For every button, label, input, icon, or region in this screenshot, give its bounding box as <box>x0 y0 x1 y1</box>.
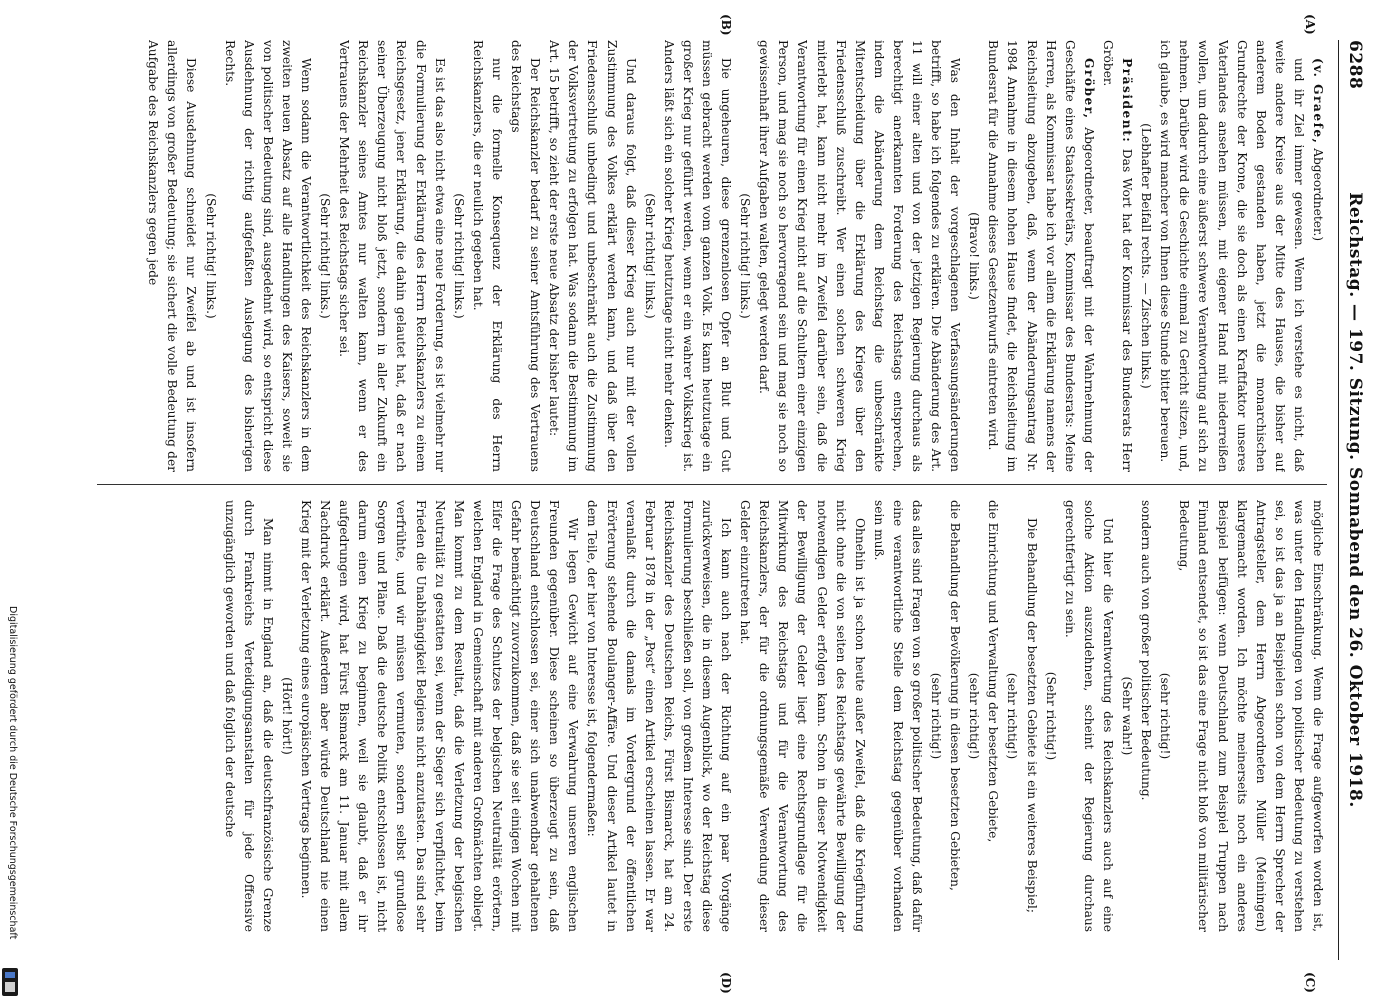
body-paragraph: Es ist das also nicht etwa eine neue Forderung, es ist vielmehr nur die Formulierung der Erklärung des Herrn Reichskanzlers zu einem Reichsgesetz, jener Erklärung, die dahin gelautet hat, daß er nach seiner Überzeugung nicht bloß jetzt, sondern in aller Zukunft ein Reichskanzler seines Amtes nur walten kann, wenn er des Vertrauens der Mehrheit des Reichstags sicher sei. <box>337 40 447 472</box>
body-paragraph: Ich kann auch nach der Richtung auf ein paar Vorgänge zurückverweisen, die in diesem Augenblick, wo der Reichstag diese Formulierung beschließen soll, von großem Interesse sind. Der erste Reichskanzler des Deutschen Reichs, Fürst Bismarck, hat am 24. Februar 1878 in der „Post“ einen Artikel erscheinen lassen. Er war veranlaßt durch die damals im Vordergrund der öffentlichen Erörterung stehende Boulanger-Affäre. Und dieser Artikel lautet in dem Teile, der hier von Interesse ist, folgendermaßen: <box>585 500 734 932</box>
speaker-paragraph <box>1098 40 1136 472</box>
body-paragraph: mögliche Einschränkung. Wenn die Frage aufgeworfen worden ist, was unter den Handlungen von politischer Bedeutung zu verstehen sei, so ist das ja an Beispielen schon von dem Herrn Sprecher der Antragsteller, dem Herrn Abgeordneten Müller (Meiningen) klargemacht worden. Ich möchte meinerseits noch ein anderes Beispiel beifügen: wenn Deutschland zum Beispiel Truppen nach Finnland entsendet, so ist das eine Frage nicht bloß von militärischer Bedeutung, <box>1177 500 1325 932</box>
speech-text: Abgeordneter, beauftragt mit der Wahrnehmung der Geschäfte eines Staatssekretärs, Kommissar des Bundesrats: Meine Herren, als Kommissar habe ich vor allem die Erklärung namens der Reichsleitung abzugeben, daß, wenn der Abänderungsantrag Nr. 1984 Annahme in diesem hohen Hause findet, die Reichsleitung im Bundesrat für die Annahme dieses Gesetzentwurfs eintreten wird. <box>986 40 1096 472</box>
page-number: 6288 <box>1345 40 1365 90</box>
dfg-logo <box>2 968 18 996</box>
interjection: (sehr richtig!) <box>1005 672 1020 760</box>
body-paragraph: nur die formelle Konsequenz der Erklärung des Herrn Reichskanzlers, die er neulich gegeben hat. <box>470 40 504 472</box>
body-paragraph: Ohnehin ist ja schon heute außer Zweifel, daß die Kriegführung nicht ohne die von seiten des Reichstags gewährte Bewilligung der notwendigen Gelder erfolgen kann. Schon in dieser Notwendigkeit der Bewilligung der Gelder liegt eine Rechtsgrundlage für die Mitwirkung des Reichstags und für die Verantwortung des Reichskanzlers, der für die ordnungsgemäße Verwendung dieser Gelder einzutreten hat. <box>738 500 867 932</box>
interjection: (sehr richtig!) <box>929 672 944 760</box>
body-paragraph: Was den Inhalt der vorgeschlagenen Verfassungsänderungen betrifft, so habe ich folgendes zu erklären. Die Abänderung des Art. 11 will einer alten und von der jetzigen Regierung durchaus als berechtigt anerkannten Forderung des Reichstags entsprechen, indem die Abänderung dem Reichstag die unbeschränkte Mitentscheidung über die Erklärung des Krieges über den Friedensschluß zuschreibt. Wer einen solchen schweren Krieg miterlebt hat, kann nicht mehr im Zweifel darüber sein, daß die Verantwortung für einen Krieg nicht auf die Schultern einer einzigen Person, und mag sie noch so hervorragend sein und mag sie noch so gewissenhaft ihrer Aufgaben walten, gelegt werden darf. <box>757 40 963 472</box>
body-paragraph: Und daraus folgt, daß dieser Krieg auch nur mit der vollen Zustimmung des Volkes erklärt werden kann, und daß über den Friedensschluß unbedingt und unbeschränkt auch die Zustimmung der Volksvertretung zu erfolgen hat. Was sodann die Bestimmung im Art. 15 betrifft, so zieht der erste neue Absatz der bisher lautet: <box>547 40 638 472</box>
interjection: (Sehr richtig!) <box>1043 671 1058 761</box>
body-paragraph: Und hier die Verantwortung des Reichskanzlers auch auf eine solche Aktion auszudehnen, scheint der Regierung durchaus gerechtfertigt zu sein. <box>1062 500 1115 932</box>
interjection: (Sehr richtig! links.) <box>318 193 333 319</box>
speaker-name: Präsident: <box>1120 58 1135 144</box>
running-title: Reichstag. — 197. Sitzung. Sonnabend den 26. Oktober 1918. <box>1345 192 1365 808</box>
digitization-credit <box>4 606 24 996</box>
body-paragraph: das alles sind Fragen von so großer politischer Bedeutung, daß dafür eine verantwortliche Stelle dem Reichstag gegenüber vorhanden sein muß. <box>871 500 925 932</box>
interjection: (Sehr wahr!) <box>1120 676 1135 756</box>
interjection: (Bravo! links.) <box>967 212 982 300</box>
interjection: (sehr richtig!) <box>1158 672 1173 760</box>
interjection: (Sehr richtig! links.) <box>451 193 466 319</box>
speech-text: Das Wort hat der Kommissar des Bundesrats Herr Gröber. <box>1100 40 1135 472</box>
rotated-page-content <box>53 0 1383 1000</box>
body-paragraph: Die ungeheuren, diese grenzenlosen Opfer an Blut und Gut müssen gebracht werden vom ganzen Volk. Es kann heutzutage ein großer Krieg nur geführt werden, wenn er ein wahrer Volkskrieg ist. Anders läßt sich ein solcher Krieg heutzutage nicht mehr denken. <box>661 40 734 472</box>
speaker-role: Abgeordneter.) <box>1311 148 1325 242</box>
margin-marker-b: (B) <box>719 14 733 36</box>
margin-marker-a: (A) <box>1303 14 1317 35</box>
interjection: (Hört! hört!) <box>279 677 294 755</box>
speaker-paragraph <box>1308 40 1327 472</box>
interjection: (Sehr richtig! links.) <box>642 193 657 319</box>
body-paragraph: die Behandlung der Bevölkerung in diesen besetzten Gebieten, <box>948 500 963 891</box>
margin-marker-d: (D) <box>719 972 733 994</box>
body-paragraph: Die Behandlung der besetzten Gebiete ist ein weiteres Beispiel; <box>1024 518 1039 913</box>
interjection: (Sehr richtig! links.) <box>203 193 218 319</box>
speaker-paragraph <box>983 40 1098 472</box>
body-paragraph: Der Reichskanzler bedarf zu seiner Amtsführung des Vertrauens des Reichstags <box>509 40 543 472</box>
margin-marker-c: (C) <box>1303 972 1317 993</box>
page-header <box>1335 40 1375 960</box>
speaker-name: (v. Graefe, <box>1311 58 1325 145</box>
interjection: (Lebhafter Beifall rechts. — Zischen links.) <box>1139 123 1154 389</box>
interjection: (Sehr richtig! links.) <box>738 193 753 319</box>
speaker-name: Gröber, <box>1081 58 1096 120</box>
column-divider <box>97 484 1327 485</box>
right-column <box>87 500 1327 932</box>
interjection: (sehr richtig!) <box>967 672 982 760</box>
left-column <box>87 40 1327 472</box>
body-paragraph: sondern auch von großer politischer Bedeutung. <box>1139 500 1154 801</box>
digitization-credit-text: Digitalisierung gefördert durch die Deutsche Forschungsgemeinschaft <box>7 606 18 940</box>
body-paragraph: Wenn sodann die Verantwortlichkeit des Reichskanzlers in dem zweiten neuen Absatz auf alle Handlungen des Kaisers, soweit sie von politischer Bedeutung sind, ausgedehnt wird, so entspricht diese Ausdehnung der richtig aufgefaßten Auslegung des bisherigen Rechts. <box>222 40 314 472</box>
body-paragraph: Diese Ausdehnung schneidet nur Zweifel ab und ist insofern allerdings von großer Bedeutung; sie sichert die volle Bedeutung der Aufgabe des Reichskanzlers gegen jede <box>146 40 199 472</box>
body-paragraph: Man nimmt in England an, daß die deutschfranzösische Grenze durch Frankreichs Verteidigungsanstalten für jede Offensive unzugänglich geworden und daß folglich der deutsche <box>222 500 275 932</box>
body-paragraph: Wir legen Gewicht auf eine Verwahrung unseren englischen Freunden gegenüber. Diese scheinen so überzeugt zu sein, daß Deutschland entschlossen sei, einer sich unabwendbar gehaltenen Gefahr bemächtigt zuvorzukommen, daß sie seit einigen Wochen mit Eifer die Frage des Schutzes der belgischen Neutralität erörtern, welchen England in Gemeinschaft mit anderen Großmächten obliegt. Man kommt zu dem Resultat, daß die Verletzung der belgischen Neutralität zu gestatten sei, wenn der Sieger sich verpflichtet, beim Frieden die Unabhängigkeit Belgiens nicht anzutasten. Das sind sehr verfrühte, und wir müssen vermuten, sondern selbst grundlose Sorgen und Pläne. Daß die deutsche Politik entschlossen ist, nicht darum einen Krieg zu beginnen, weil sie glaubt, daß er ihr aufgedrungen wird, hat Fürst Bismarck am 11. Januar mit allem Nachdruck erklärt. Außerdem aber würde Deutschland nie einen Krieg mit der Verletzung eines europäischen Vertrags beginnen. <box>299 500 581 932</box>
body-paragraph: und ihr Ziel immer gewesen. Wenn ich verstehe es nicht, daß weite andere Kreise aus der Mitte des Hauses, die bisher auf anderem Boden gestanden haben, jetzt die monarchischen Grundrechte der Krone, die sie doch als einen Kraftfaktor unseres Vaterlandes ansehen müssen, mit eigener Hand mit niederreißen wollen, um dadurch eine äußerst schwere Verantwortung auf sich zu nehmen. Darüber wird die Geschichte einmal zu Gericht sitzen, und, ich glaube, es wird mancher von Ihnen diese Stunde bitter bereuen. <box>1158 40 1306 472</box>
header-rule <box>1338 40 1339 960</box>
body-paragraph: die Einrichtung und Verwaltung der besetzten Gebiete, <box>986 500 1001 843</box>
